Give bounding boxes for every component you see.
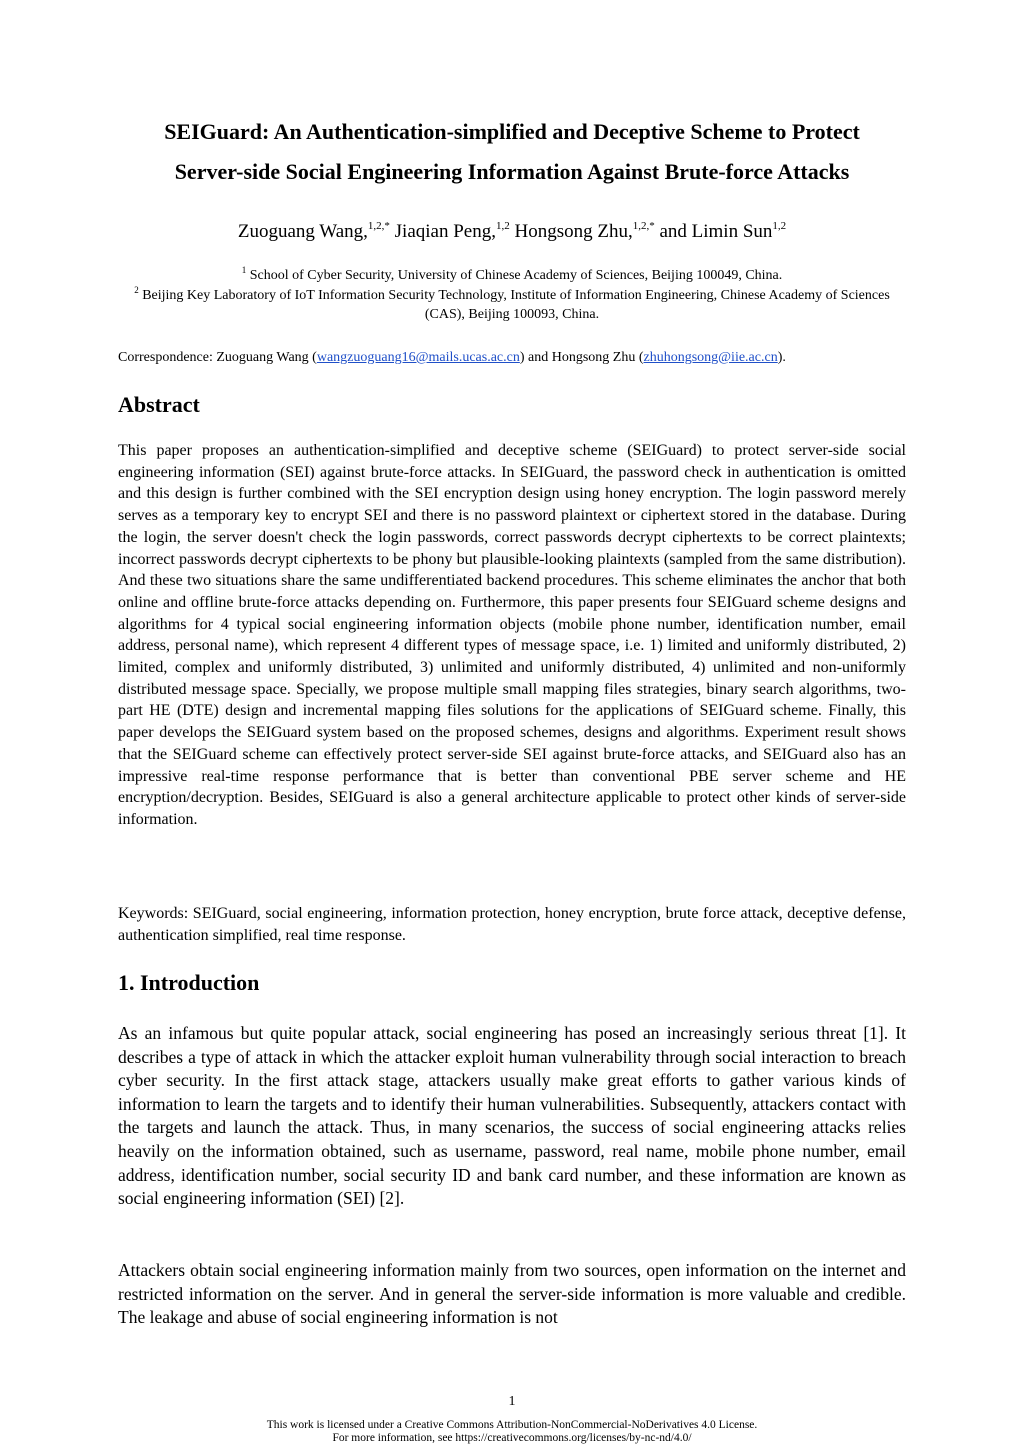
license-footer bbox=[0, 1419, 1024, 1445]
correspondence-middle: ) and Hongsong Zhu ( bbox=[519, 350, 644, 365]
author-name: Hongsong Zhu, bbox=[514, 221, 633, 242]
email-link-zhu[interactable]: zhuhongsong@iie.ac.cn bbox=[643, 350, 778, 365]
author-name: Jiaqian Peng, bbox=[394, 221, 496, 242]
affiliation-1 bbox=[118, 266, 906, 285]
affiliation-2 bbox=[118, 286, 906, 324]
license-line-1: This work is licensed under a Creative Commons Attribution-NonCommercial-NoDerivatives 4.0 License. bbox=[266, 1419, 758, 1431]
author-list bbox=[100, 218, 924, 246]
abstract-heading: Abstract bbox=[118, 392, 200, 417]
email-link-wang[interactable]: wangzuoguang16@mails.ucas.ac.cn bbox=[316, 350, 520, 365]
correspondence bbox=[118, 348, 908, 368]
author-affiliation-mark: 1,2,* bbox=[367, 220, 390, 232]
author-name: Zuoguang Wang, bbox=[237, 221, 368, 242]
introduction-paragraph-2: Attackers obtain social engineering information mainly from two sources, open information on the internet and restricted information on the server. And in general the server-side information is more valuable and credible. The leakage and abuse of social engineering information is not bbox=[118, 1260, 906, 1328]
page-number: 1 bbox=[508, 1394, 516, 1409]
correspondence-prefix: Correspondence: Zuoguang Wang ( bbox=[118, 350, 317, 365]
title-line-1: SEIGuard: An Authentication-simplified and Deceptive Scheme to Protect bbox=[164, 119, 860, 144]
introduction-paragraph-1: As an infamous but quite popular attack, social engineering has posed an increasingly serious threat [1]. It describes a type of attack in which the attacker exploit human vulnerability through social interaction to breach cyber security. In the first attack stage, attackers usually make great efforts to gather various kinds of information to learn the targets and to identify their human vulnerabilities. Subsequently, attackers contact with the targets and launch the attack. Thus, in many scenarios, the success of social engineering attacks relies heavily on the information obtained, such as username, password, real name, mobile phone number, email address, identification number, social security ID and bank card number, and these information are known as social engineering information (SEI) [2]. bbox=[118, 1023, 906, 1209]
author-affiliation-mark: 1,2,* bbox=[632, 220, 655, 232]
author-affiliation-mark: 1,2 bbox=[772, 220, 787, 232]
introduction-heading: 1. Introduction bbox=[118, 970, 260, 995]
title-line-2: Server-side Social Engineering Information Against Brute-force Attacks bbox=[174, 159, 850, 184]
affiliation-mark: 1 bbox=[241, 265, 247, 275]
paper-title bbox=[100, 112, 924, 192]
author-name: and Limin Sun bbox=[659, 221, 773, 242]
abstract-text: This paper proposes an authentication-simplified and deceptive scheme (SEIGuard) to protect server-side social engineering information (SEI) against brute-force attacks. In SEIGuard, the password check in authentication is omitted and this design is further combined with the SEI encryption design using honey encryption. The login password merely serves as a temporary key to encrypt SEI and there is no password plaintext or ciphertext stored in the database. During the login, the server doesn't check the login passwords, correct passwords decrypt ciphertexts to be correct plaintexts; incorrect passwords decrypt ciphertexts to be phony but plausible-looking plaintexts (sampled from the same distribution). And these two situations share the same undifferentiated backend procedures. This scheme eliminates the anchor that both online and offline brute-force attacks depending on. Furthermore, this paper presents four SEIGuard scheme designs and algorithms for 4 typical social engineering information objects (mobile phone number, identification number, email address, personal name), which represent 4 different types of message space, i.e. 1) limited and uniformly distributed, 2) limited, complex and uniformly distributed, 3) unlimited and uniformly distributed, 4) unlimited and non-uniformly distributed message space. Specially, we propose multiple small mapping files strategies, binary search algorithms, two-part HE (DTE) design and incremental mapping files solutions for the applications of SEIGuard scheme. Finally, this paper develops the SEIGuard system based on the proposed schemes, designs and algorithms. Experiment result shows that the SEIGuard scheme can effectively protect server-side SEI against brute-force attacks, and SEIGuard also has an impressive real-time response performance that is better than conventional PBE server scheme and HE encryption/decryption. Besides, SEIGuard is also a general architecture applicable to protect other kinds of server-side information. bbox=[118, 442, 906, 828]
affiliation-text: School of Cyber Security, University of Chinese Academy of Sciences, Beijing 100049, China. bbox=[249, 268, 783, 283]
affiliation-text: Beijing Key Laboratory of IoT Information Security Technology, Institute of Information Engineering, Chinese Academy of Sciences (CAS), Beijing 100093, China. bbox=[142, 288, 890, 322]
author-affiliation-mark: 1,2 bbox=[495, 220, 510, 232]
keywords: Keywords: SEIGuard, social engineering, information protection, honey encryption, brute force attack, deceptive defense, authentication simplified, real time response. bbox=[118, 905, 906, 944]
correspondence-suffix: ). bbox=[777, 350, 786, 365]
affiliation-mark: 2 bbox=[134, 285, 139, 295]
license-line-2: For more information, see https://creativecommons.org/licenses/by-nc-nd/4.0/ bbox=[332, 1432, 692, 1444]
